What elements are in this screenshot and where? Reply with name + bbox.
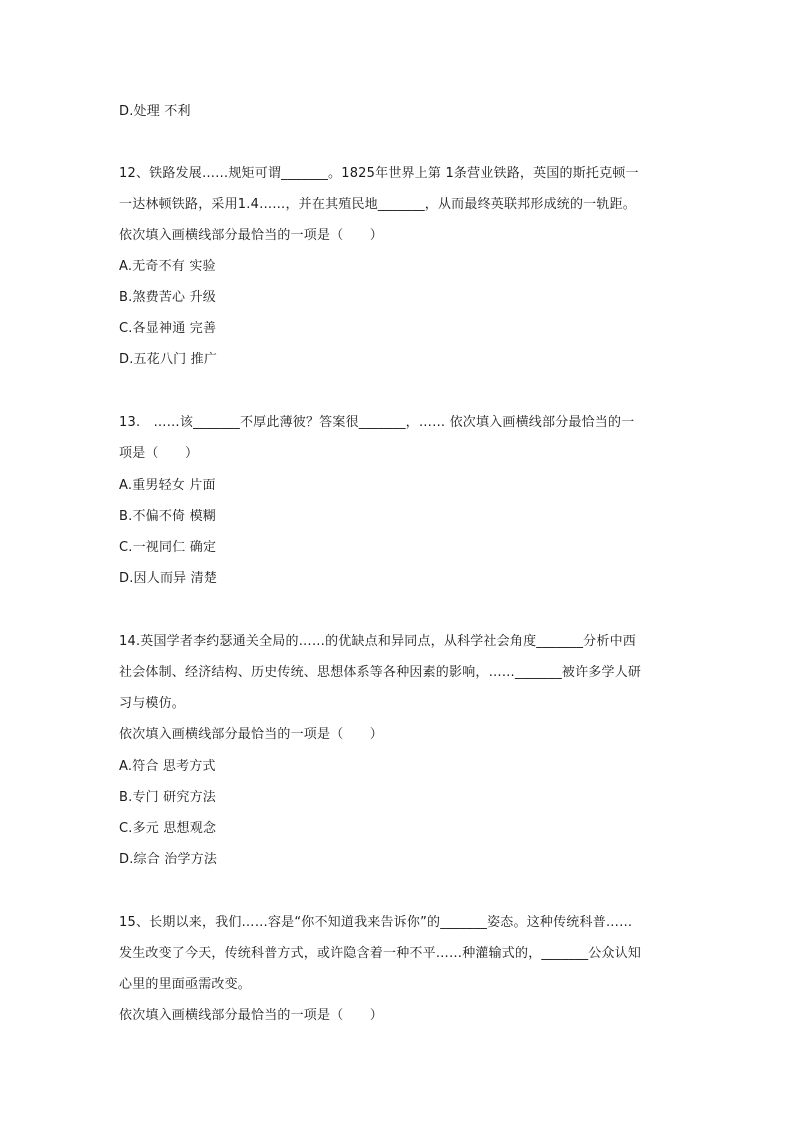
q15-prompt: 依次填入画横线部分最恰当的一项是（ ）: [119, 1008, 384, 1023]
q15-stem-line-1: 15、长期以来，我们……容是“你不知道我来告诉你”的_______姿态。这种传统科普……: [119, 915, 633, 930]
q15-stem-line-2: 发生改变了今天，传统科普方式，或许隐含着一种不平……种灌输式的，_______公众认知: [119, 946, 642, 961]
q14-option-b: B.专门 研究方法: [119, 790, 216, 805]
q12-option-c: C.各显神通 完善: [119, 321, 217, 336]
q14-option-d: D.综合 治学方法: [119, 852, 218, 867]
q12-stem-line-2: 一达林顿铁路，采用1.4……，并在其殖民地_______，从而最终英联邦形成统的一轨距。: [119, 197, 636, 212]
q14-prompt: 依次填入画横线部分最恰当的一项是（ ）: [119, 727, 384, 742]
q14-stem-line-2: 社会体制、经济结构、历史传统、思想体系等各种因素的影响，……_______被许多学人研: [119, 665, 642, 680]
q13-option-a: A.重男轻女 片面: [119, 478, 216, 493]
q13-option-d: D.因人而异 清楚: [119, 571, 218, 586]
q12-option-d: D.五花八门 推广: [119, 352, 218, 367]
q12-stem-line-1: 12、铁路发展……规矩可谓_______。1825年世界上第 1条营业铁路，英国的斯托克顿一: [119, 166, 639, 181]
q13-option-c: C.一视同仁 确定: [119, 540, 217, 555]
q11-option-d: D.处理 不利: [119, 104, 191, 119]
q13-stem-line-1: 13. ……该_______不厚此薄彼？答案很_______，…… 依次填入画横线部分最恰当的一: [119, 415, 635, 430]
q14-stem-line-3: 习与模仿。: [119, 696, 186, 711]
q14-option-a: A.符合 思考方式: [119, 759, 216, 774]
q14-option-c: C.多元 思想观念: [119, 821, 217, 836]
q14-stem-line-1: 14.英国学者李约瑟通关全局的……的优缺点和异同点，从科学社会角度_______分析中西: [119, 634, 636, 649]
q13-option-b: B.不偏不倚 模糊: [119, 509, 216, 524]
q15-stem-line-3: 心里的里面亟需改变。: [119, 977, 252, 992]
q12-option-b: B.煞费苦心 升级: [119, 290, 216, 305]
q12-prompt: 依次填入画横线部分最恰当的一项是（ ）: [119, 228, 384, 243]
q13-stem-line-2: 项是（ ）: [119, 446, 199, 461]
q12-option-a: A.无奇不有 实验: [119, 259, 216, 274]
